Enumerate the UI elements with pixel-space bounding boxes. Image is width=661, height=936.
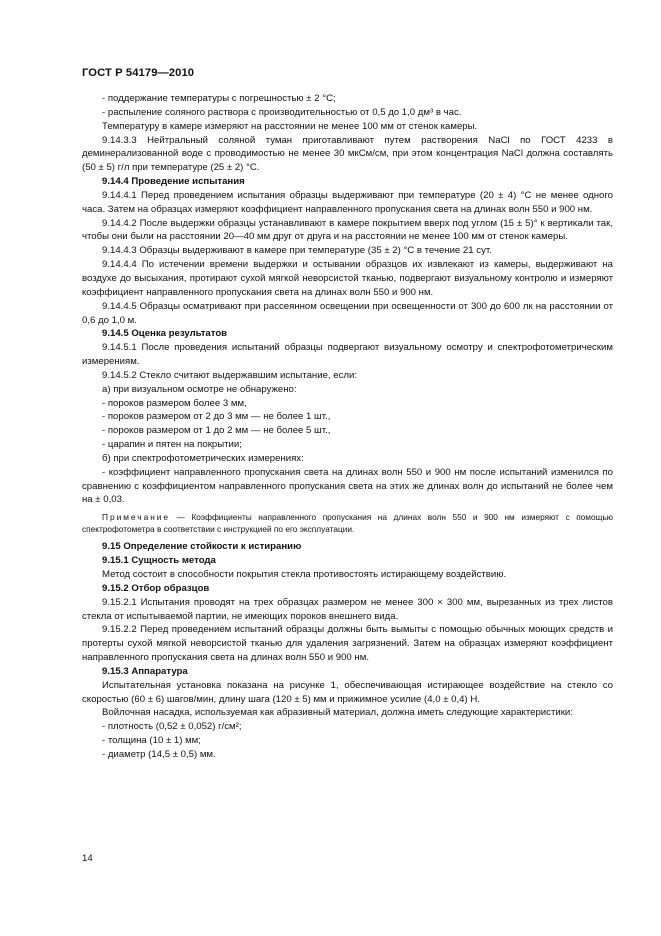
note-text: — Коэффициенты направленного пропускания на длинах волн 550 и 900 нм измеряют с помощью спектрофотометра в соответствии с инструкцией по его эксплуатации.: [82, 512, 613, 535]
heading-9-14-4: 9.14.4 Проведение испытания: [102, 176, 245, 188]
paragraph-9-15-3-b: Войлочная насадка, используемая как абразивный материал, должна иметь следующие характеристики:: [102, 707, 573, 719]
note-label: Примечание: [102, 512, 171, 523]
note: [82, 511, 613, 535]
paragraph-9-15-2-1: 9.15.2.1 Испытания проводят на трех образцах размером не менее 300 × 300 мм, вырезанных из трех листов стекла от испытываемой партии, не имеющих пороков внешнего вида.: [82, 596, 613, 622]
list-item: - плотность (0,52 ± 0,052) г/см²;: [102, 721, 242, 733]
heading-9-15-2: 9.15.2 Отбор образцов: [102, 582, 210, 594]
heading-9-14-5: 9.14.5 Оценка результатов: [102, 328, 228, 340]
page-body: [82, 92, 613, 762]
list-item: - царапин и пятен на покрытии;: [102, 439, 242, 451]
heading-9-15: 9.15 Определение стойкости к истиранию: [102, 541, 302, 553]
list-item: б) при спектрофотометрических измерениях:: [102, 452, 304, 464]
paragraph-9-15-3-a: Испытательная установка показана на рисунке 1, обеспечивающая истирающее воздействие на стекло со скоростью (60 ± 6) шагов/мин, длину шага (120 ± 5) мм и прижимное усилие (4,0 ± 0,4) Н.: [82, 679, 613, 705]
list-item: - коэффициент направленного пропускания света на длинах волн 550 и 900 нм после испытаний изменился по сравнению с коэффициентом направленного пропускания света на этих же длинах волн до испытаний не более чем на ± 0,03.: [82, 466, 613, 506]
paragraph-9-14-4-3: 9.14.4.3 Образцы выдерживают в камере при температуре (35 ± 2) °С в течение 21 сут.: [102, 245, 492, 257]
paragraph-9-15-2-2: 9.15.2.2 Перед проведением испытаний образцы должны быть вымыты с помощью обычных моющих средств и протерты сухой мягкой неворсистой тканью для удаления загрязнений. Затем на образцах измеряют коэффициент направленного пропускания света на длинах волн 550 и 900 нм.: [82, 624, 613, 664]
paragraph-9-14-4-2: 9.14.4.2 После выдержки образцы устанавливают в камере покрытием вверх под углом (15 ± 5)° к вертикали так, чтобы они были на расстоянии 20—40 мм друг от друга и на расстоянии не менее 100 мм от стенок камеры.: [82, 217, 613, 243]
paragraph-9-14-5-2: 9.14.5.2 Стекло считают выдержавшим испытание, если:: [102, 369, 357, 381]
document-header: ГОСТ Р 54179—2010: [82, 67, 195, 79]
list-item: - толщина (10 ± 1) мм;: [102, 735, 201, 747]
paragraph-9-15-1: Метод состоит в способности покрытия стекла противостоять истирающему воздействию.: [102, 569, 507, 580]
list-item: а) при визуальном осмотре не обнаружено:: [102, 383, 297, 395]
paragraph: Температуру в камере измеряют на расстоянии не менее 100 мм от стенок камеры.: [102, 120, 478, 132]
list-item: - пороков размером от 2 до 3 мм — не более 1 шт.,: [102, 411, 331, 423]
paragraph-9-14-3-3: 9.14.3.3 Нейтральный соляной туман приготавливают путем растворения NaCl по ГОСТ 4233 в деминерализованной воде с проводимостью не менее 30 мкСм/см, при этом концентрация NaCl должна составлять (50 ± 5) г/л при температуре (25 ± 2) °С.: [82, 134, 613, 174]
list-item: - распыление соляного раствора с производительностью от 0,5 до 1,0 дм³ в час.: [102, 106, 462, 118]
heading-9-15-3: 9.15.3 Аппаратура: [102, 665, 188, 677]
paragraph-9-14-5-1: 9.14.5.1 После проведения испытаний образцы подвергают визуальному осмотру и спектрофотометрическим измерениям.: [82, 342, 613, 368]
list-item: - поддержание температуры с погрешностью ± 2 °С;: [102, 93, 336, 104]
page-number: 14: [82, 853, 93, 864]
list-item: - пороков размером от 1 до 2 мм — не более 5 шт.,: [102, 425, 331, 437]
list-item: - диаметр (14,5 ± 0,5) мм.: [102, 748, 216, 760]
list-item: - пороков размером более 3 мм,: [102, 397, 247, 409]
heading-9-15-1: 9.15.1 Сущность метода: [102, 555, 216, 567]
paragraph-9-14-4-5: 9.14.4.5 Образцы осматривают при рассеянном освещении при освещенности от 300 до 600 лк на расстоянии от 0,6 до 1,0 м.: [82, 300, 613, 326]
paragraph-9-14-4-1: 9.14.4.1 Перед проведением испытания образцы выдерживают при температуре (20 ± 4) °С не менее одного часа. Затем на образцах измеряют коэффициент направленного пропускания света на длинах волн 550 и 900 нм.: [82, 189, 613, 215]
paragraph-9-14-4-4: 9.14.4.4 По истечении времени выдержки и остывании образцов их извлекают из камеры, выдерживают на воздухе до высыхания, протирают сухой мягкой неворсистой тканью, подвергают визуальному контролю и измеряют коэффициент направленного пропускания света на длинах волн 550 и 900 нм.: [82, 259, 613, 298]
